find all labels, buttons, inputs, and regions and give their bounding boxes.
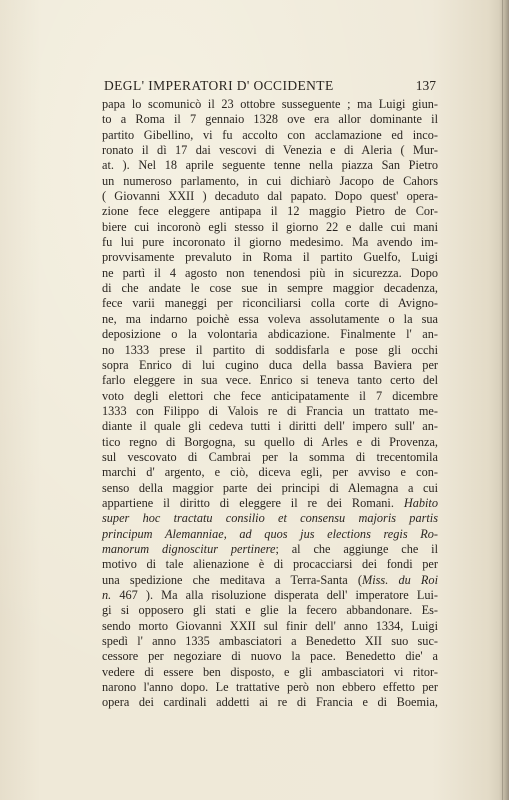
body-text: [102, 97, 438, 711]
text-line: [102, 435, 438, 450]
text-line: [102, 250, 438, 265]
text-segment: vedere di essere ben disposto, e gli ambasciatori vi ritor-: [102, 664, 438, 679]
text-segment: narono l'anno dopo. Le trattative però non ebbero effetto per: [102, 680, 438, 695]
text-line: [102, 419, 438, 434]
text-line: [102, 266, 438, 281]
text-segment: partito Gibellino, vi fu accolto con acclamazione ed inco-: [102, 127, 438, 142]
text-line: [102, 603, 438, 618]
text-line: [102, 649, 438, 664]
text-line: [102, 496, 438, 511]
text-segment: gi si opposero gli stati e glie la fecero abbandonare. Es-: [102, 603, 438, 618]
text-segment: provvisamente prevaluto in Roma il partito Guelfo, Luigi: [102, 250, 438, 265]
text-line: [102, 665, 438, 680]
text-segment: opera dei cardinali addetti ai re di Francia e di Boemia,: [102, 695, 438, 710]
running-title: DEGL' IMPERATORI D' OCCIDENTE: [104, 78, 334, 93]
text-line: [102, 511, 438, 526]
text-segment: voto degli elettori che fece anticipatamente il 7 dicembre: [102, 388, 438, 403]
text-line: [102, 634, 438, 649]
text-segment: spedì l' anno 1335 ambasciatori a Benedetto XII suo suc-: [102, 634, 438, 649]
text-line: [102, 542, 438, 557]
text-segment: sopra Enrico di lui cugino duca della bassa Baviera per: [102, 357, 438, 372]
text-line: [102, 143, 438, 158]
text-line: [102, 312, 438, 327]
text-segment: un numeroso parlamento, in cui dichiarò Jacopo de Cahors: [102, 173, 438, 188]
text-segment: una spedizione che meditava a Terra-Santa (: [102, 572, 362, 587]
text-segment: ronato il dì 17 dai vescovi di Venezia e di Aleria ( Mur-: [102, 143, 438, 158]
text-segment: tico regno di Borgogna, su quello di Arles e di Provenza,: [102, 434, 438, 449]
text-line: [102, 204, 438, 219]
text-segment: senso della maggior parte dei principi di Alemagna a cui: [102, 480, 438, 495]
italic-text-segment: Habito: [403, 495, 438, 510]
text-segment: no 1333 prese il partito di soddisfarla e pose gli occhi: [102, 342, 438, 357]
text-segment: papa lo scomunicò il 23 ottobre susseguente ; ma Luigi giun-: [102, 97, 438, 111]
text-segment: motivo di tale alienazione è di procacciarsi dei fondi per: [102, 557, 438, 572]
text-segment: ; al che aggiunge che il: [275, 541, 438, 556]
text-line: [102, 189, 438, 204]
text-line: [102, 404, 438, 419]
text-segment: diante il quale gli cedeva tutti i diritti dell' impero sull' an-: [102, 419, 438, 434]
text-segment: 467 ). Ma alla risoluzione disperata dell' imperatore Lui-: [111, 588, 438, 602]
text-line: [102, 220, 438, 235]
text-line: [102, 97, 438, 112]
page-header: [104, 78, 436, 98]
text-segment: appartiene il diritto di eleggere il re dei Romani.: [102, 495, 404, 510]
text-line: [102, 174, 438, 189]
text-segment: fu lui pure incoronato il giorno medesimo. Ma avendo im-: [102, 235, 438, 250]
text-line: [102, 128, 438, 143]
text-segment: sendo morto Giovanni XXII sul finir dell' anno 1334, Luigi: [102, 618, 438, 633]
text-segment: sul vescovato di Cambrai per la somma di trecentomila: [102, 449, 438, 464]
italic-text-segment: principum Alemanniae, ad quos jus elections regis Ro-: [102, 526, 438, 541]
text-line: [102, 358, 438, 373]
text-segment: cessore per negoziare di nuovo la pace. Benedetto die' a: [102, 649, 438, 664]
text-segment: at. ). Nel 18 aprile seguente tenne nella piazza San Pietro: [102, 158, 438, 173]
italic-text-segment: n.: [102, 588, 112, 602]
text-line: [102, 112, 438, 127]
text-segment: biere cui incoronò egli stesso il giorno 22 e dalle cui mani: [102, 219, 438, 234]
text-segment: ne partì il 4 agosto non tenendosi più in sicurezza. Dopo: [102, 265, 438, 280]
text-segment: deposizione o la volontaria abdicazione. Finalmente l' an-: [102, 327, 438, 342]
text-line: [102, 327, 438, 342]
text-line: [102, 619, 438, 634]
text-line: [102, 557, 438, 572]
text-segment: ne, ma indarno poichè essa voleva assolutamente o la sua: [102, 311, 438, 326]
page-number: 137: [415, 78, 436, 93]
text-line: [102, 465, 438, 480]
text-line: [102, 695, 438, 710]
text-segment: farlo eleggere in sua vece. Enrico si teneva tanto certo del: [102, 373, 438, 388]
text-line: [102, 343, 438, 358]
text-line: [102, 373, 438, 388]
text-segment: di che andate le cose sue in sempre maggior decadenza,: [102, 281, 438, 296]
text-segment: to a Roma il 7 gennaio 1328 ove era allor dominante il: [102, 112, 438, 127]
italic-text-segment: Miss. du Roi: [361, 572, 438, 587]
text-line: [102, 158, 438, 173]
text-line: [102, 527, 438, 542]
text-segment: fece varii maneggi per riconciliarsi colla corte di Avigno-: [102, 296, 438, 311]
text-segment: ( Giovanni XXII ) decaduto dal papato. Dopo quest' opera-: [102, 189, 438, 204]
text-segment: marchi d' argento, e ciò, diceva egli, per avviso e con-: [102, 465, 438, 480]
text-segment: 1333 con Filippo di Valois re di Francia un trattato me-: [102, 403, 438, 418]
text-segment: zione fece eleggere antipapa il 12 maggio Pietro de Cor-: [102, 204, 438, 219]
text-line: [102, 296, 438, 311]
text-line: [102, 573, 438, 588]
text-line: [102, 450, 438, 465]
text-line: [102, 389, 438, 404]
italic-text-segment: super hoc tractatu consilio et consensu majoris partis: [102, 511, 438, 526]
text-line: [102, 680, 438, 695]
italic-text-segment: manorum dignoscitur pertinere: [102, 541, 276, 556]
text-line: [102, 481, 438, 496]
text-line: [102, 235, 438, 250]
page-edge-shadow: [499, 0, 509, 800]
page-edge-line: [502, 0, 503, 800]
text-line: [102, 588, 438, 603]
text-line: [102, 281, 438, 296]
